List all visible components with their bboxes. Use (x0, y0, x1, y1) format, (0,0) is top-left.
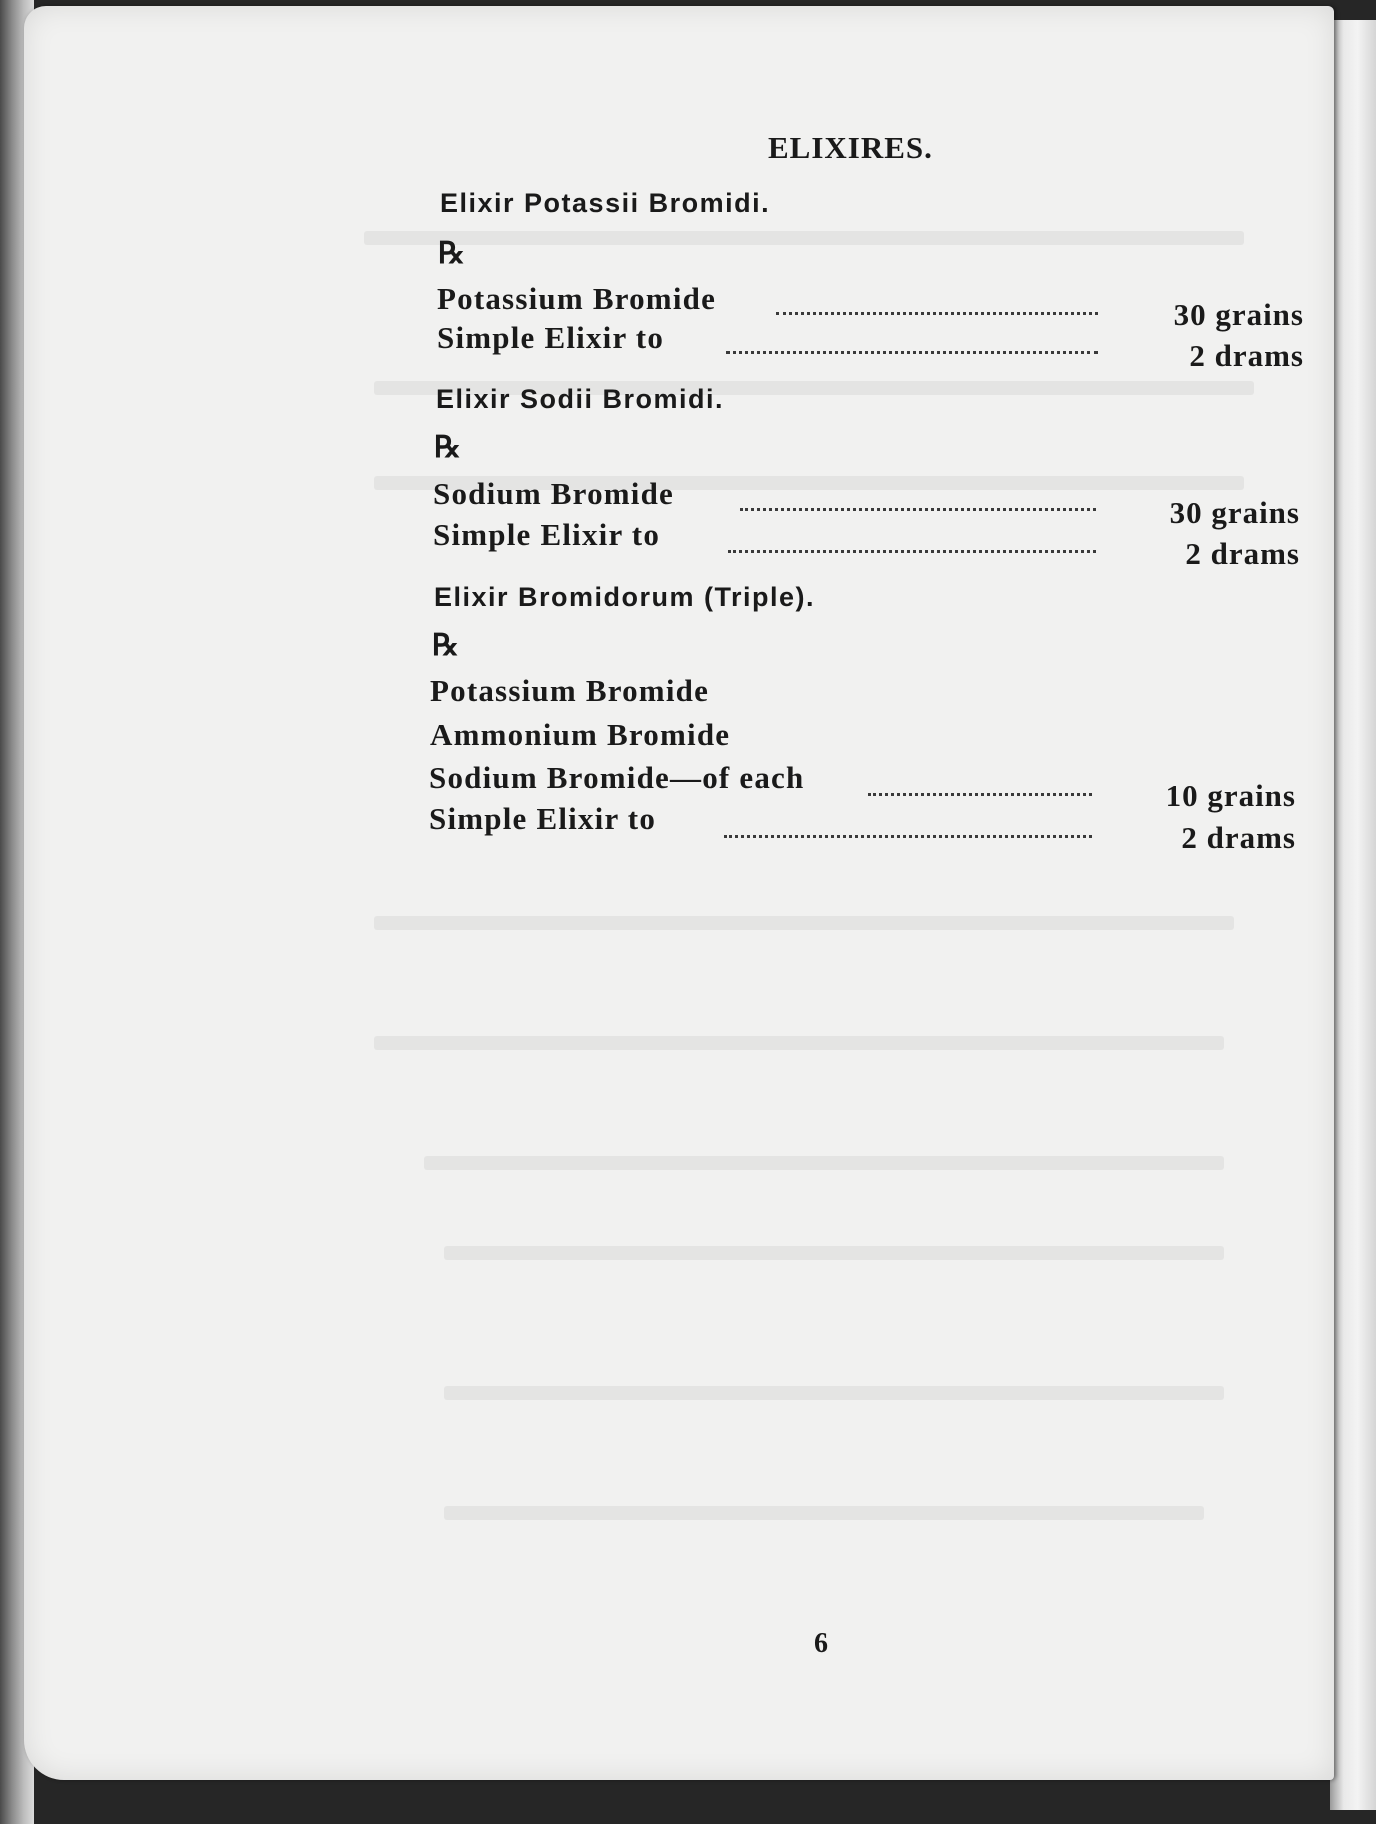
dot-leader (728, 550, 1096, 553)
next-page-edge (1330, 20, 1376, 1810)
show-through (374, 916, 1234, 930)
dot-leader (740, 508, 1096, 511)
ingredient-name: Simple Elixir to (433, 517, 661, 552)
ingredient-name: Ammonium Bromide (430, 717, 731, 752)
show-through (444, 1386, 1224, 1400)
show-through (444, 1506, 1204, 1520)
ingredient-amount: 30 grains (1173, 297, 1304, 332)
ingredient-amount: 2 drams (1189, 338, 1304, 373)
page-number: 6 (814, 1628, 828, 1659)
ingredient-amount: 30 grains (1169, 495, 1300, 530)
ingredient-name: Potassium Bromide (430, 673, 710, 708)
show-through (364, 231, 1244, 245)
show-through (424, 1156, 1224, 1170)
rx-symbol: ℞ (432, 628, 459, 663)
formula-title: Elixir Sodii Bromidi. (436, 384, 725, 414)
formula-title: Elixir Potassii Bromidi. (440, 188, 771, 218)
rx-symbol: ℞ (438, 236, 465, 271)
ingredient-name: Sodium Bromide (433, 476, 675, 511)
dot-leader (724, 835, 1092, 838)
dot-leader (776, 312, 1098, 315)
ingredient-amount: 2 drams (1181, 820, 1296, 855)
book-page (24, 6, 1334, 1780)
show-through (444, 1246, 1224, 1260)
ingredient-name: Sodium Bromide—of each (429, 760, 805, 795)
dot-leader (868, 793, 1092, 796)
formula-title: Elixir Bromidorum (Triple). (434, 582, 816, 612)
dot-leader (726, 351, 1098, 354)
ingredient-name: Simple Elixir to (429, 801, 657, 836)
ingredient-amount: 2 drams (1185, 536, 1300, 571)
rx-symbol: ℞ (434, 430, 461, 465)
show-through (374, 1036, 1224, 1050)
page-heading: ELIXIRES. (768, 130, 933, 165)
ingredient-name: Potassium Bromide (437, 281, 717, 316)
ingredient-name: Simple Elixir to (437, 320, 665, 355)
ingredient-amount: 10 grains (1165, 778, 1296, 813)
